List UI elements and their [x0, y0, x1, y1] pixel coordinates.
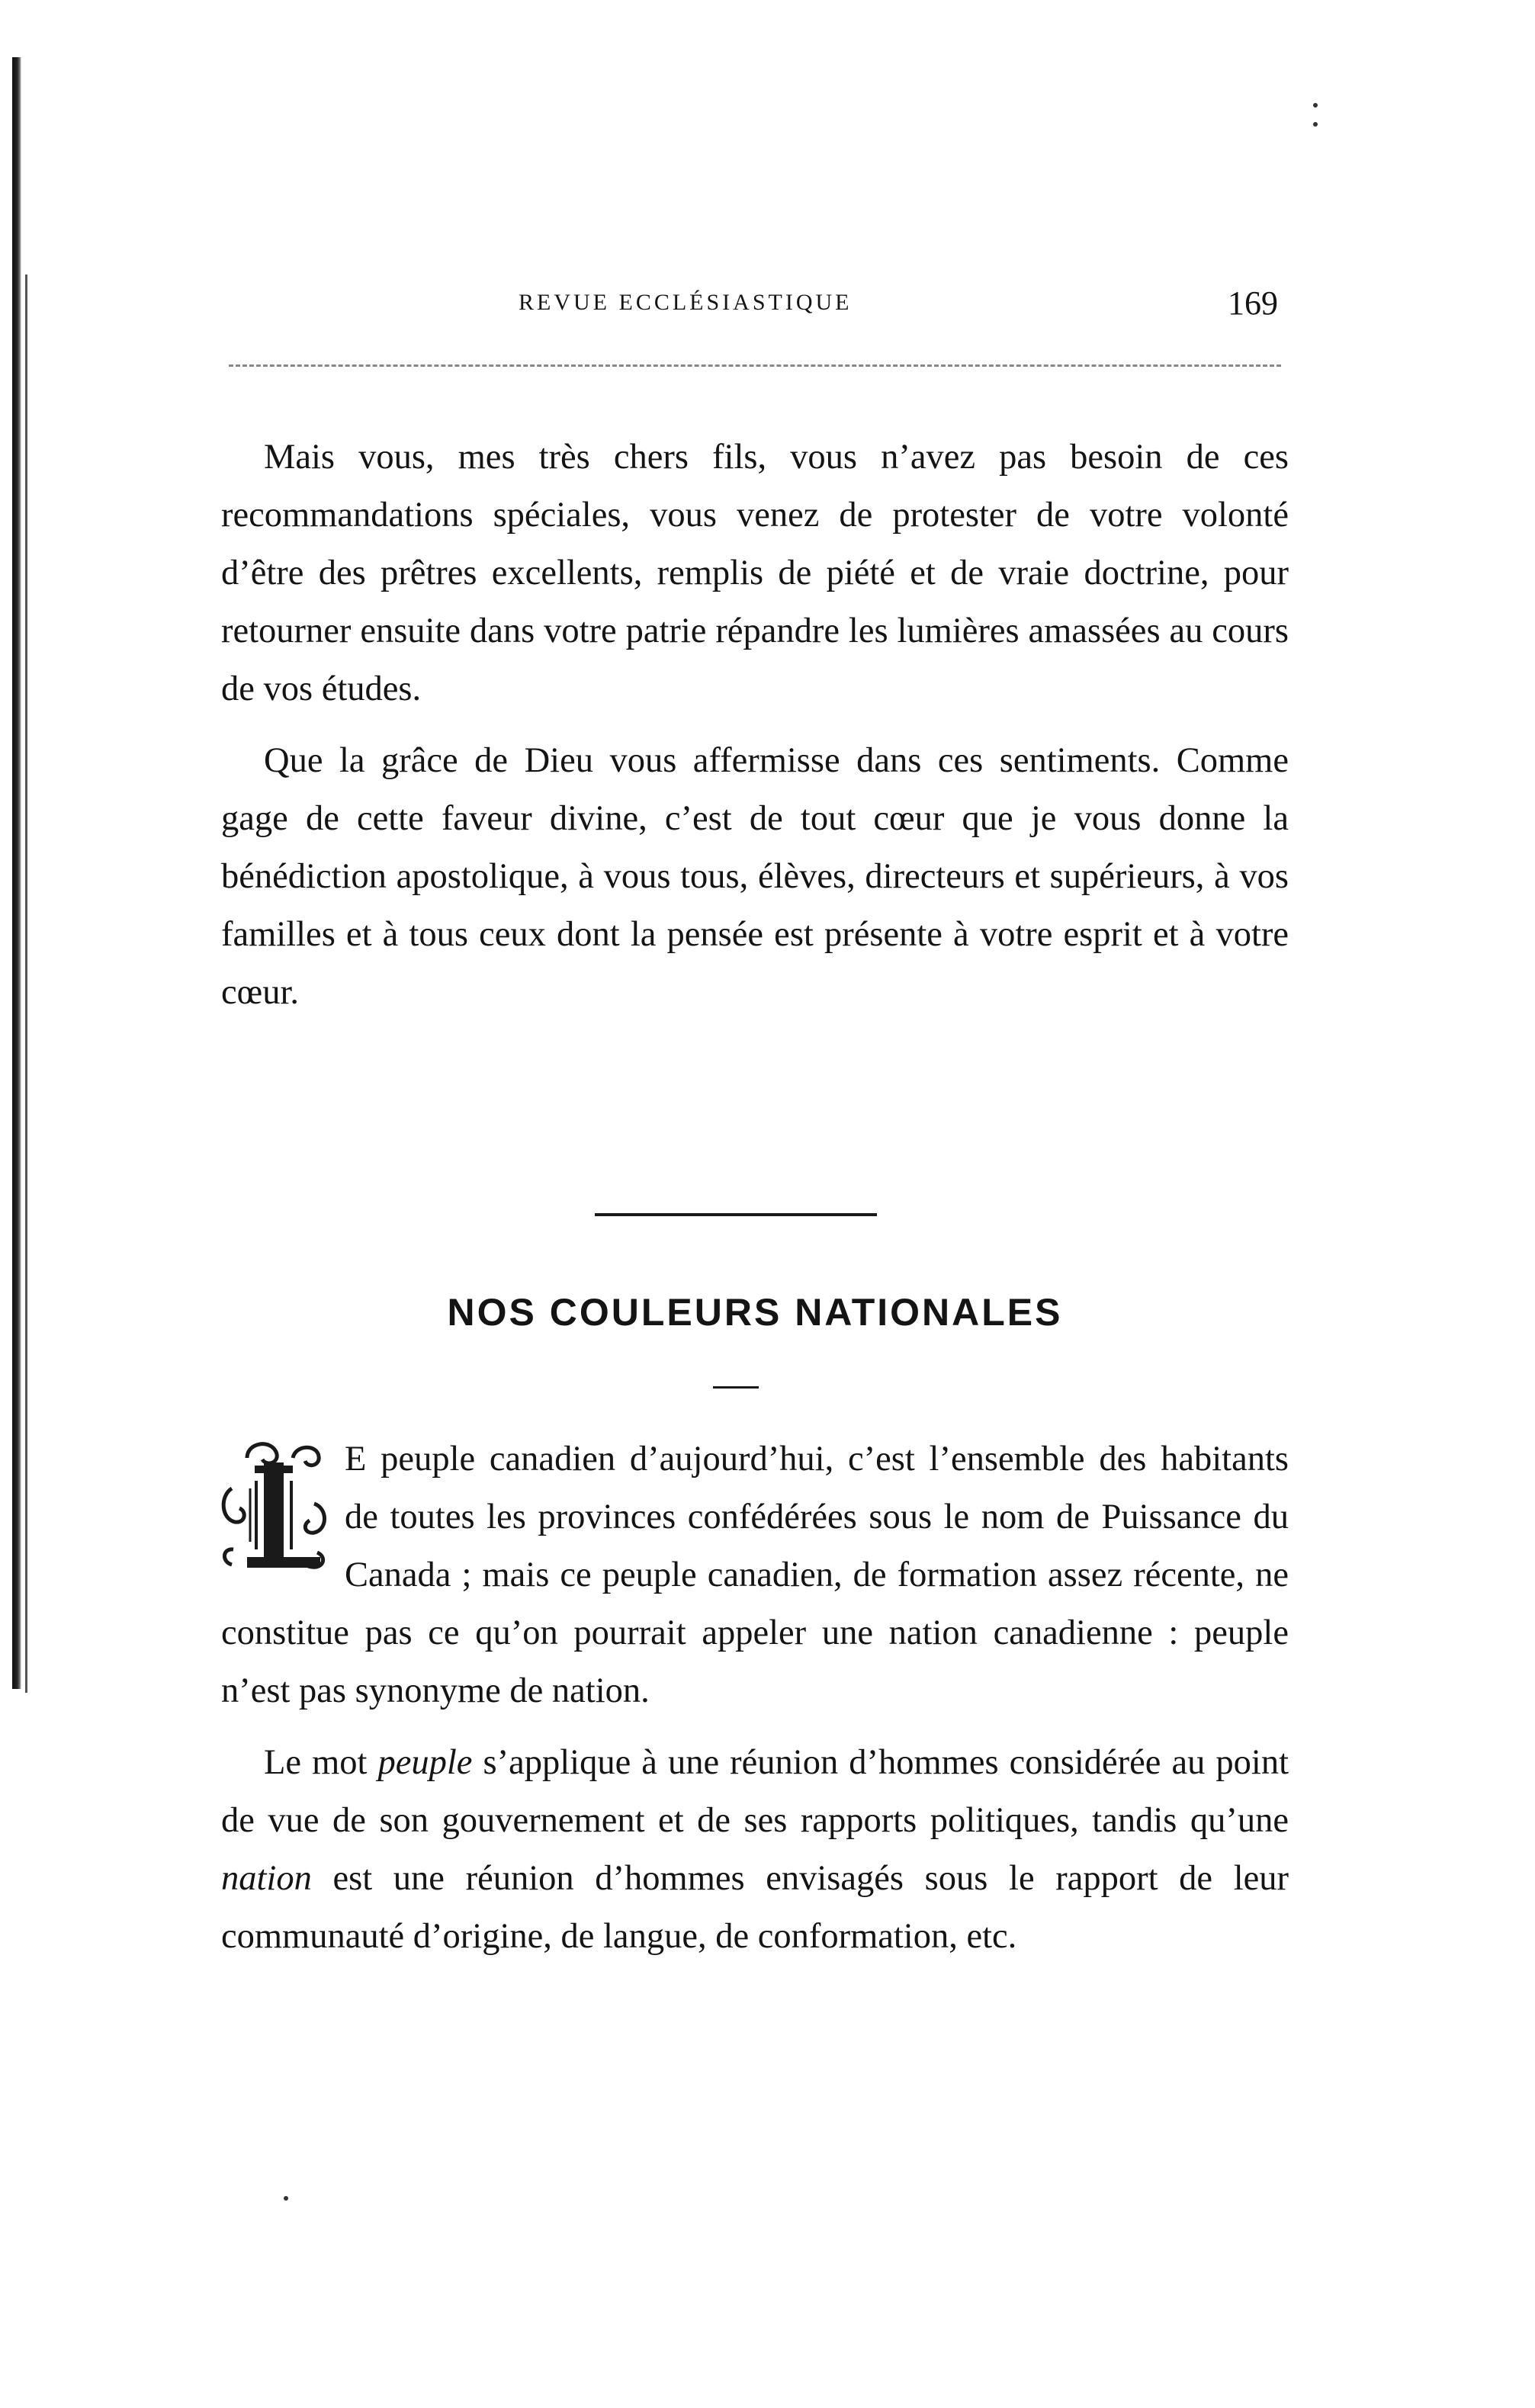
paragraph: Que la grâce de Dieu vous affermisse dans ces sentiments. Comme gage de cette faveur divine, c’est de tout cœur que je vous donne la bénédiction apostolique, à vous tous, élèves, directeurs et supérieurs, à vos familles et à tous ceux dont la pensée est présente à votre esprit et à votre cœur. [221, 741, 1289, 1012]
text-run: Le mot [264, 1743, 378, 1782]
scan-binding-edge [12, 57, 21, 1689]
scan-speck [284, 2196, 288, 2201]
paragraph [221, 1734, 1289, 1966]
book-page [221, 0, 1289, 2408]
scan-speck [1313, 122, 1318, 127]
scan-binding-shadow [25, 275, 27, 1693]
title-underline-rule [713, 1386, 759, 1389]
italic-word-peuple: peuple [377, 1743, 473, 1782]
header-rule [229, 364, 1281, 367]
section-separator-rule [595, 1213, 877, 1216]
running-head [221, 284, 1289, 329]
running-title: REVUE ECCLÉSIASTIQUE [519, 290, 853, 315]
text-block-section [221, 1430, 1289, 1979]
italic-word-nation: nation [221, 1859, 312, 1898]
text-block-top [221, 429, 1289, 1035]
section-title: NOS COULEURS NATIONALES [447, 1291, 1063, 1334]
paragraph-with-drop-cap [221, 1430, 1289, 1720]
paragraph: Mais vous, mes très chers fils, vous n’avez pas besoin de ces recommandations spéciales, vous venez de protester de votre volonté d’être des prêtres excellents, remplis de piété et de vraie doctrine, pour retourner ensuite dans votre patrie répandre les lumières amassées au cours de vos études. [221, 438, 1289, 708]
drop-cap-ornament-icon [217, 1435, 331, 1588]
text-run: est une réunion d’hommes envisagés sous le rapport de leur communauté d’origine, de langue, de conformation, etc. [221, 1859, 1289, 1956]
page-number: 169 [1228, 284, 1278, 322]
first-paragraph-text: E peuple canadien d’aujourd’hui, c’est l’ensemble des habitants de toutes les provinces confédérées sous le nom de Puissance du Canada ; mais ce peuple canadien, de formation assez récente, ne constitue pas ce qu’on pourrait appeler une nation canadienne : peuple n’est pas synonyme de nation. [221, 1440, 1289, 1710]
scan-speck [1313, 103, 1318, 108]
ornamental-drop-cap [217, 1435, 331, 1588]
text-run: s’applique à une réunion d’hommes considérée au point de vue de son gouvernement et de ses rapports politiques, tandis qu’une [221, 1743, 1289, 1840]
